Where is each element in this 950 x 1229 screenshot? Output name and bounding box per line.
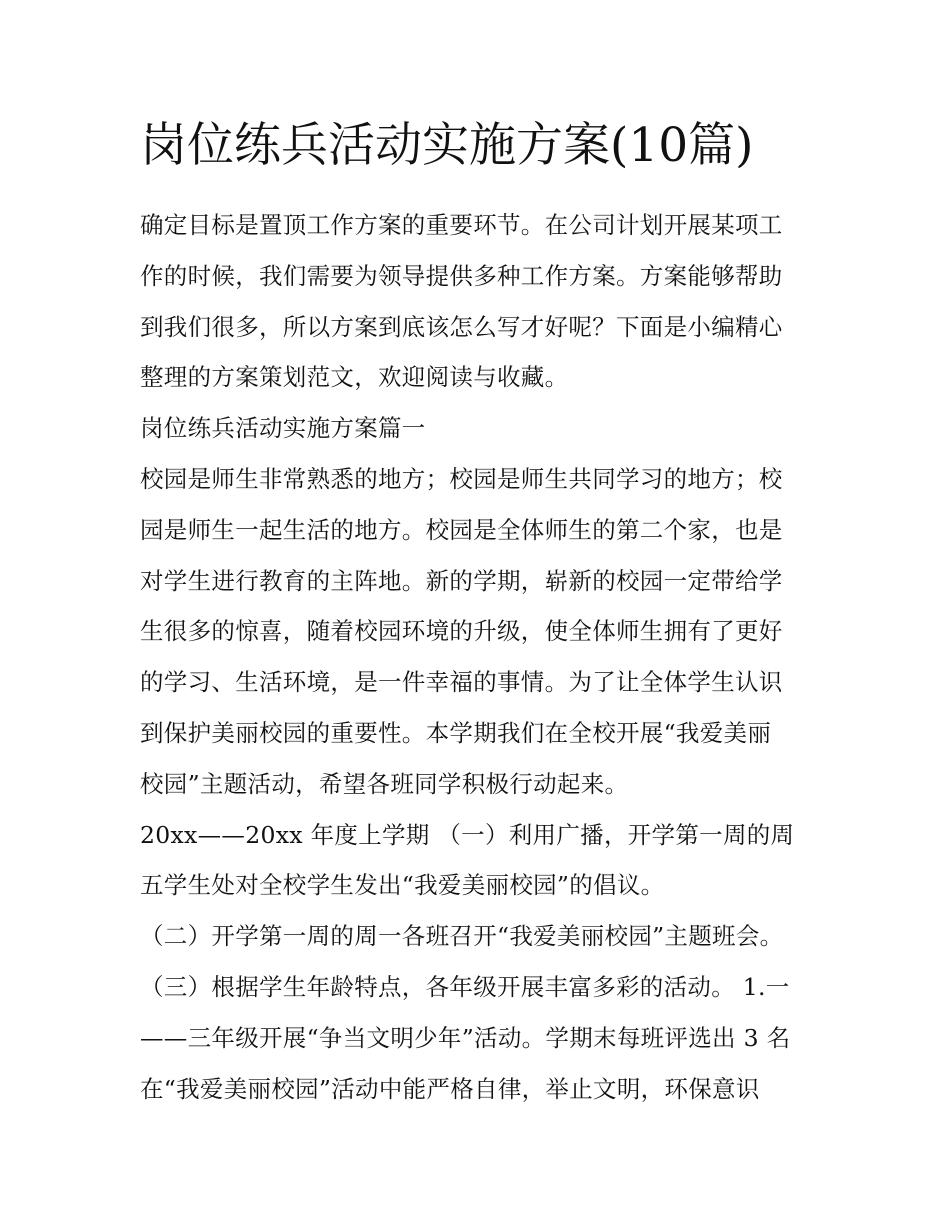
body-line: 五学生处对全校学生发出“我爱美丽校园”的倡议。: [140, 871, 665, 900]
body-line: 对学生进行教育的主阵地。新的学期，崭新的校园一定带给学: [140, 566, 783, 595]
body-line: 在“我爱美丽校园”活动中能严格自律，举止文明，环保意识: [140, 1074, 760, 1103]
body-line: 园是师生一起生活的地方。校园是全体师生的第二个家，也是: [140, 515, 783, 544]
document-body: [140, 200, 820, 1114]
body-line: 的学习、生活环境，是一件幸福的事情。为了让全体学生认识: [140, 668, 783, 697]
body-line: （二）开学第一周的周一各班召开“我爱美丽校园”主题班会。: [140, 922, 784, 951]
body-line: （三）根据学生年龄特点，各年级开展丰富多彩的活动。 1.一: [140, 972, 790, 1001]
document-title: 岗位练兵活动实施方案(10篇): [140, 118, 754, 173]
body-line: 作的时候，我们需要为领导提供多种工作方案。方案能够帮助: [140, 261, 783, 290]
body-line: 到我们很多，所以方案到底该怎么写才好呢？下面是小编精心: [140, 312, 783, 341]
body-line: 整理的方案策划范文，欢迎阅读与收藏。: [140, 363, 569, 392]
body-line: ——三年级开展“争当文明少年”活动。学期末每班评选出 3 名: [140, 1023, 791, 1052]
body-line: 到保护美丽校园的重要性。本学期我们在全校开展“我爱美丽: [140, 718, 772, 747]
body-line: 确定目标是置顶工作方案的重要环节。在公司计划开展某项工: [140, 211, 783, 239]
body-line: 20xx——20xx 年度上学期 （一）利用广播，开学第一周的周: [140, 820, 795, 849]
body-line: 校园是师生非常熟悉的地方；校园是师生共同学习的地方；校: [140, 464, 783, 493]
section-heading: 岗位练兵活动实施方案篇一: [140, 414, 426, 443]
body-line: 校园”主题活动，希望各班同学积极行动起来。: [140, 769, 629, 798]
body-line: 生很多的惊喜，随着校园环境的升级，使全体师生拥有了更好: [140, 617, 783, 646]
